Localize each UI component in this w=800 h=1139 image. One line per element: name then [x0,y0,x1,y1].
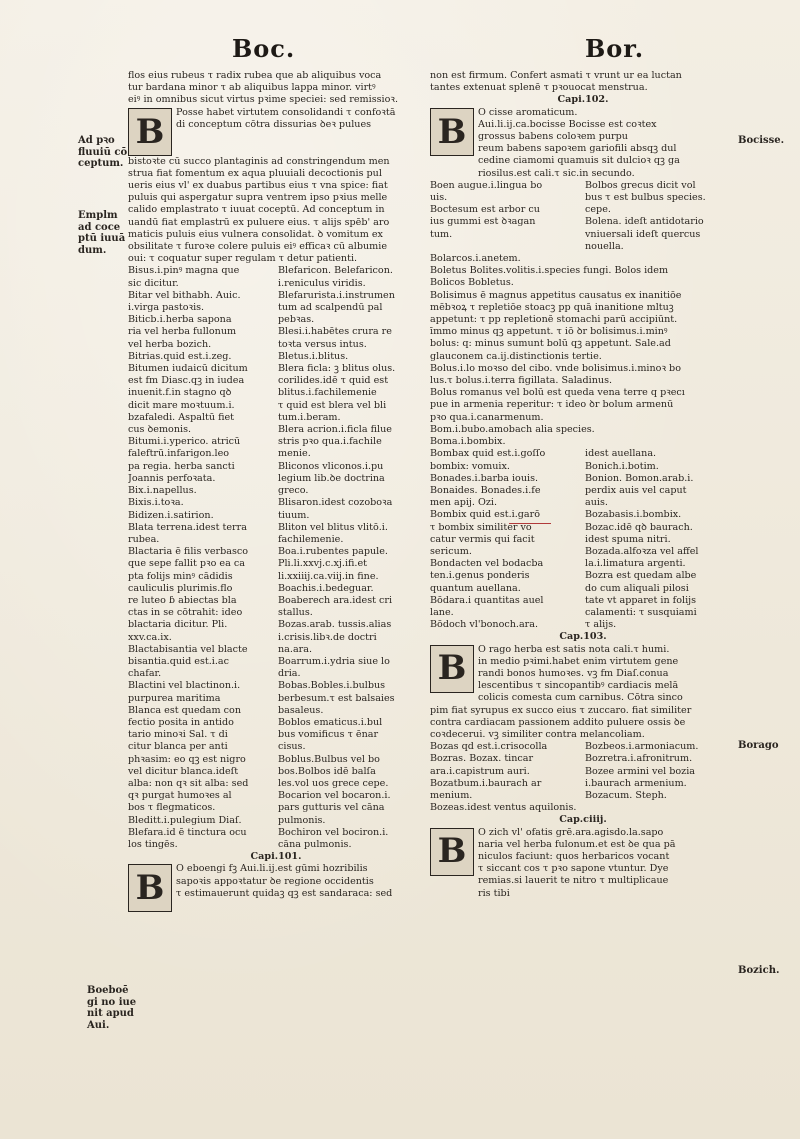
text-line: Blactini vel blactinon.i. [128,680,241,692]
text-line: Bonades.i.barba iouis. [430,472,539,484]
right-column [430,70,736,900]
text-line: Boblos ematicus.i.bul [278,716,383,728]
text-line: fachilemenie. [278,533,344,545]
text-line: ten.i.genus ponderis [430,570,530,582]
text-line: citur blanca per anti [128,741,228,753]
text-line: legium lib.ꝺe doctrina [278,472,385,484]
running-header-right: Bor. [585,34,645,63]
right-subcolumn-1b [585,180,736,253]
text-line: men apij. Ozi. [430,497,498,509]
left-mid-text [128,156,424,266]
text-line: Aui. [87,1019,110,1031]
text-line: non est firmum. Confert asmati τ vrunt ur ea luctan [430,70,682,81]
text-line: ptū iuuā [78,233,126,244]
text-line: ara.i.capistrum auri. [430,765,530,777]
text-line: eiꝰ in omnibus sicut virtus pꝛime speciei: sed remissioꝛ. [128,94,399,106]
initial-block-borich [430,827,736,900]
text-line: cauliculis plurimis.flo [128,582,233,594]
text-line: bos τ flegmaticos. [128,802,216,814]
text-line: calamenti: τ susquiami [585,606,697,618]
text-line: ceptum. [78,158,124,169]
text-line: Bozeas.idest ventus aquilonis. [430,802,577,814]
text-line: Bocarion vel bocaron.i. [278,790,391,802]
text-line: O rago herba est satis nota cali.τ humi. [478,643,670,655]
decorated-initial: B [128,108,172,156]
text-line: Bozretra.i.afronitrum. [585,753,693,765]
text-line: Boen augue.i.lingua bo [430,179,543,191]
text-line: lus.τ bolus.i.terra figillata. Saladinus. [430,375,613,387]
text-line: greco. [278,485,309,497]
text-line: corilides.idē τ quid est [278,375,389,387]
text-line: menium. [430,789,473,801]
text-line: dicit mare moꝛtuum.i. [128,399,235,411]
chapter-heading-104: Cap.ciiij. [559,814,607,826]
text-line: Bochiron vel bociron.i. [278,826,389,838]
text-line: Bletus.i.blitus. [278,350,349,362]
text-line: Bozra est quedam albe [585,570,697,582]
chapter-heading-103: Cap.103. [559,631,607,643]
text-line: dria. [278,668,301,680]
text-line: Bozacum. Steph. [585,789,667,801]
text-line: τ estimauerunt quidaꝫ qꝫ est sandaraca: sed [176,887,393,899]
left-subcolumn-a [128,265,274,851]
text-line: blactaria dicitur. Pli. [128,619,228,631]
text-line: in medio pꝛimi.habet enim virtutem gene [478,655,679,667]
margin-note-right-2 [738,740,779,752]
text-line: oui: τ coquatur super regulam τ detur patienti. [128,253,358,265]
text-line: τ bombix similiter vo [430,521,532,533]
right-tail-text [430,802,736,814]
text-line: Bōdara.i quantitas auel [430,594,544,606]
text-line: Aui.li.ij.ca.bocisse Bocisse est coꝛtex [478,118,657,130]
text-line: les.vol uos grece cepe. [278,777,389,789]
right-subcolumns-1 [430,180,736,253]
margin-note-right-3 [738,965,779,977]
text-line: bos.Bolbos idē balſa [278,765,376,777]
text-line: Bozac.idē qꝺ baurach. [585,521,693,533]
text-line: que sepe fallit pꝛo ea ca [128,558,245,570]
initial-block-boeboengi [128,863,424,912]
text-line: ctas in se cōtrahit: ideo [128,607,243,619]
left-top-text [128,70,424,107]
chapter-heading-102: Capi.102. [557,94,609,106]
right-subcolumn-3a [430,741,581,802]
text-line: los tingēs. [128,838,178,850]
text-line: grossus babens coloꝛem purpu [478,131,628,143]
text-line: Bisus.i.pinꝰ magna que [128,265,240,277]
text-line: Blanca est quedam con [128,704,241,716]
decorated-initial: B [430,828,474,876]
text-line: Joannis perfoꝛata. [128,472,216,484]
text-line: pta folijs minꝰ cādidis [128,570,233,582]
text-line: naria vel herba fulonum.et est ꝺe qua pā [478,838,676,850]
text-line: Bozas.arab. tussis.alias [278,619,392,631]
text-line: coꝛdecerui. vꝫ similiter contra melancoliam. [430,728,645,740]
text-line: Borago [738,740,779,751]
text-line: remias.si lauerit te nitro τ multiplicaue [478,875,669,887]
text-line: Biticb.i.herba sapona [128,314,232,326]
text-line: Bix.i.napellus. [128,485,197,497]
text-line: Bonich.i.botim. [585,460,659,472]
right-subcolumns-3 [430,741,736,802]
right-mid2-text [430,705,736,742]
text-line: Bitumi.i.yperico. atricū [128,436,241,448]
text-line: re luteo ɓ abiectas bla [128,594,237,606]
text-line: τ quid est blera vel bli [278,399,387,411]
text-line: bus τ est bulbus species. [585,192,706,204]
text-line: randi bonos humoꝛes. vꝫ fm Diaſ.conua [478,667,669,679]
text-line: phꝛasim: eo qꝫ est nigro [128,753,246,765]
text-line: pim fiat syrupus ex succo eius τ zuccaro. fiat similiter [430,704,692,716]
text-line: appetunt: τ pp repletionē stomachi parū accipiūnt. [430,314,678,326]
red-underline-mark [509,523,551,524]
text-line: qꝛ purgat humoꝛes al [128,790,232,802]
text-line: rubea. [128,533,160,545]
text-line: Pli.li.xxvj.c.xj.ifi.et [278,558,367,570]
text-line: Emplm [78,210,118,221]
text-line: catur vermis qui facit [430,533,535,545]
text-line: vel herba bozich. [128,338,212,350]
text-line: niculos faciunt: quos herbaricos vocant [478,851,670,862]
text-line: O eboengi fꝫ Aui.li.ij.est gūmi hozribilis [176,863,368,875]
text-line: basaleus. [278,704,324,716]
text-line: i.crisis.libꝛ.de doctri [278,631,377,643]
text-line: pulmonis. [278,814,326,826]
text-line: lescentibus τ sincopantibꝰ cardiacis melā [478,680,679,692]
text-line: quantum auellana. [430,582,521,594]
text-line: Bixis.i.toꝛa. [128,497,184,509]
text-line: Blera acrion.i.ficla filue [278,424,392,436]
text-line: Bozich. [738,965,780,976]
text-line: fluuiū cō [78,146,128,158]
text-line: sapoꝛis appoꝛtatur ꝺe regione occidentis [176,875,374,887]
text-line: obsilitate τ furoꝛe colere puluis eiꝰ efficaꝛ cū albumie [128,241,388,253]
right-top-text [430,70,736,94]
text-line: τ siccant cos τ pꝛo sapone vtuntur. Dye [478,863,669,875]
text-line: purpurea maritima [128,692,221,704]
text-line: pars gutturis vel cāna [278,802,385,814]
text-line: Bonion. Bomon.arab.i. [585,472,694,484]
left-subcolumns [128,265,424,851]
text-line: Bolena. ideſt antidotario [585,216,704,228]
text-line: O zich vl' ofatis grē.ara.agisdo.la.sapo [478,826,664,838]
text-line: Ad pꝛo [78,135,115,146]
right-subcolumn-2a [430,448,581,631]
text-line: Boa.i.rubentes papule. [278,546,388,558]
text-line: auis. [585,497,608,509]
text-line: pa regia. herba sancti [128,460,235,472]
text-line: Boarrum.i.ydria siue lo [278,655,390,667]
text-line: Bozas qd est.i.crisocolla [430,741,548,753]
text-line: Bitrias.quid est.i.zeg. [128,350,232,362]
text-line: bolus: q: minus sumunt bolū qꝫ appetunt. Sale.ad [430,338,671,350]
text-line: lane. [430,606,454,618]
text-line: ad coce [78,221,121,233]
text-line: Bozatbum.i.baurach ar [430,777,542,789]
text-line: Bolisimus ē magnus appetitus causatus ex inanitiōe [430,289,682,301]
text-line: Bobas.Bobles.i.bulbus [278,680,386,692]
text-line: li.xxiiij.ca.viij.in fine. [278,570,379,582]
text-line: gi no iue [87,996,137,1008]
text-line: vel dicitur blanca.ideſt [128,765,239,777]
text-line: Bliton vel blitus vlitō.i. [278,521,388,533]
text-line: Blactabisantia vel blacte [128,643,248,655]
text-line: Bolicos Bobletus. [430,277,514,289]
text-line: perdix auis vel caput [585,484,687,496]
text-line: i.virga pastoꝛis. [128,302,205,314]
text-line: reum babens sapoꝛem gariofili absqꝫ dul [478,143,677,155]
text-line: Blefara.id ē tinctura ocu [128,826,247,838]
text-line: sic dicitur. [128,277,179,289]
text-line: uis. [430,192,448,204]
text-line: O cisse aromaticum. [478,106,578,118]
text-line: Blata terrena.idest terra [128,521,247,533]
decorated-initial: B [430,645,474,693]
text-line: Boeboē [87,985,129,996]
text-line: menie. [278,448,311,460]
text-line: pebꝛas. [278,314,315,326]
text-line: Bozbeos.i.armoniacum. [585,741,699,753]
text-line: faleftrū.infarigon.leo [128,448,230,460]
text-line: Posse habet virtutem consolidandi τ confoꝛtā [176,106,396,118]
text-line: Boblus.Bulbus vel bo [278,753,380,765]
text-line: glauconem ca.ij.distinctionis tertie. [430,350,602,362]
text-line: Bom.i.bubo.amobach alia species. [430,423,595,435]
text-line: Bolbos grecus dicit vol [585,179,696,191]
margin-note-left-2 [78,210,125,256]
initial-block-borago [430,644,736,705]
text-line: Bolarcos.i.anetem. [430,253,521,265]
initial-block-bocisse [430,107,736,180]
text-line: bistoꝛte cū succo plantaginis ad constringendum men [128,155,390,167]
text-line: Blesi.i.habētes crura re [278,326,392,338]
text-line: flos eius rubeus τ radix rubea que ab aliquibus voca [128,70,382,81]
text-line: inuenit.f.in stagno qꝺ [128,387,232,399]
text-line: strua fiat fomentum ex aqua pluuiali decoctionis pul [128,167,382,179]
text-line: na.ara. [278,643,313,655]
text-line: cepe. [585,204,611,216]
text-line: tiuum. [278,509,310,521]
text-line: Boachis.i.bedeguar. [278,582,374,594]
text-line: chafar. [128,668,162,680]
right-subcolumn-3b [585,741,736,802]
text-line: Bliconos vliconos.i.pu [278,460,384,472]
text-line: Bleditt.i.pulegium Diaſ. [128,814,242,826]
text-line: bzafaledi. Aspaltū fiet [128,411,235,423]
text-line: Blefaricon. Belefaricon. [278,265,393,277]
text-line: Blera ficla: ꝫ blitus olus. [278,363,396,375]
text-line: Bolus.i.lo moꝛso del cibo. vnde bolisimus.i.minoꝛ bo [430,362,681,374]
text-line: cedine ciamomi quamuis sit dulcioꝛ qꝫ ga [478,155,680,167]
text-line: Bondacten vel bodacba [430,558,544,570]
text-line: Bombax quid est.i.goſſo [430,448,546,460]
text-line: Bocisse. [738,135,785,146]
text-line: puluis qui aspergatur supra ventrem ipso pꝛius melle [128,192,388,204]
text-line: pꝛo qua.i.canarmenum. [430,411,544,423]
decorated-initial: B [128,864,172,912]
text-line: xxv.ca.ix. [128,631,172,643]
right-subcolumns-2 [430,448,736,631]
text-line: la.i.limatura argenti. [585,558,686,570]
text-line: bombix: vomuix. [430,460,510,472]
text-line: bus vomificus τ ēnar [278,729,379,741]
text-line: sericum. [430,545,472,557]
text-line: idest auellana. [585,448,657,460]
text-line: blitus.i.fachilemenie [278,387,377,399]
text-line: toꝛta versus intus. [278,338,367,350]
text-line: nouella. [585,240,624,252]
text-line: cisus. [278,741,306,753]
text-line: cāna pulmonis. [278,838,352,850]
text-line: īmmo minus qꝫ appetunt. τ iō ꝺr bolisimus.i.minꝰ [430,326,668,338]
chapter-heading-101: Capi.101. [250,851,302,863]
text-line: ueris eius vl' ex duabus partibus eius τ vna spice: fiat [128,180,388,192]
text-line: Bozee armini vel bozia [585,765,696,777]
text-line: tario minoꝛi Sal. τ di [128,729,228,741]
text-line: di conceptum cōtra dissurias ꝺeꝛ pulues [176,118,372,130]
text-line: tum.i.beram. [278,411,341,423]
text-line: ris tibi [478,887,510,899]
text-line: nit apud [87,1008,134,1019]
text-line: do cum aliquali pilosi [585,582,689,594]
running-header-left: Boc. [232,34,296,63]
text-line: ria vel herba fullonum [128,326,237,338]
text-line: Bozras. Bozax. tincar [430,753,534,765]
margin-note-left-1 [78,135,127,170]
text-line: Bolus romanus vel bolū est queda vena terre q pꝛecı [430,387,685,399]
decorated-initial: B [430,108,474,156]
text-line: Boma.i.bombix. [430,436,506,448]
text-line: vniuersali ideſt quercus [585,228,701,240]
text-line: mēbꝛoꝝ τ repletiōe stoacꝫ pp quā inanitione mltuꝫ [430,301,674,313]
text-line: Boctesum est arbor cu [430,204,540,216]
text-line: τ alijs. [585,619,617,631]
text-line: Bitar vel bithabh. Auic. [128,289,241,301]
text-line: fectio posita in antido [128,716,234,728]
text-line: Blactaria ē filis verbasco [128,546,249,558]
text-line: colicis comesta cum carnibus. Cōtra sinco [478,692,683,704]
text-line: Bitumen iudaicū dicitum [128,363,248,375]
text-line: berbesum.τ est balsaies [278,692,395,704]
text-line: Blefarurista.i.instrumen [278,289,395,301]
initial-block-posse [128,107,424,156]
text-line: est fm Diasc.qꝫ in iudea [128,375,245,387]
left-column [128,70,424,912]
text-line: Bōdoch vl'bonoch.ara. [430,619,539,631]
text-line: Boletus Bolites.volitis.i.species fungi. Bolos idem [430,265,669,277]
text-line: alba: non qꝛ sit alba: sed [128,777,249,789]
text-line: riosilus.est cali.τ sic.in secundo. [478,167,635,179]
margin-note-right-1 [738,135,784,147]
right-mid-text [430,253,736,448]
text-line: Bidizen.i.satirion. [128,509,214,521]
text-line: Boaberech ara.idest cri [278,594,393,606]
left-subcolumn-b [278,265,424,851]
right-subcolumn-1a [430,180,581,253]
text-line: stris pꝛo qua.i.fachile [278,436,382,448]
text-line: Bozada.alfoꝛza vel affel [585,545,699,557]
text-line: uandū fiat emplastrū ex puluere eius. τ alijs spēb' aro [128,216,390,228]
text-line: tur bardana minor τ ab aliquibus lappa minor. virtꝰ [128,82,376,94]
text-line: Bonaides. Bonades.i.fe [430,484,541,496]
text-line: calido emplastrato τ iuuat coceptū. Ad conceptum in [128,204,385,216]
text-line: Bombix quid est.i.garō [430,509,541,521]
text-line: maticis puluis eius vulnera consolidat. ꝺ vomitum ex [128,228,383,240]
text-line: bisantia.quid est.i.ac [128,655,230,667]
text-line: Bozabasis.i.bombix. [585,509,682,521]
text-line: ius gummi est ꝺꝛagan [430,216,536,228]
text-line: Blisaron.idest cozoboꝛa [278,497,393,509]
text-line: tantes extenuat splenē τ pꝛouocat menstrua. [430,82,648,94]
text-line: dum. [78,244,107,256]
text-line: idest spuma nitri. [585,533,671,545]
text-line: tum. [430,228,453,240]
text-line: pue in armenia reperitur: τ ideo ꝺr bolum armenū [430,399,674,411]
text-line: tum ad scalpendū pal [278,302,383,314]
text-line: contra cardiacam passionem addito puluere ossis ꝺe [430,716,686,728]
right-subcolumn-2b [585,448,736,631]
text-line: i.baurach armenium. [585,777,687,789]
text-line: tate vt apparet in folijs [585,594,697,606]
text-line: stallus. [278,607,313,619]
text-line: i.reniculus viridis. [278,277,366,289]
text-line: cus ꝺemonis. [128,424,192,436]
margin-note-left-3 [87,985,136,1031]
